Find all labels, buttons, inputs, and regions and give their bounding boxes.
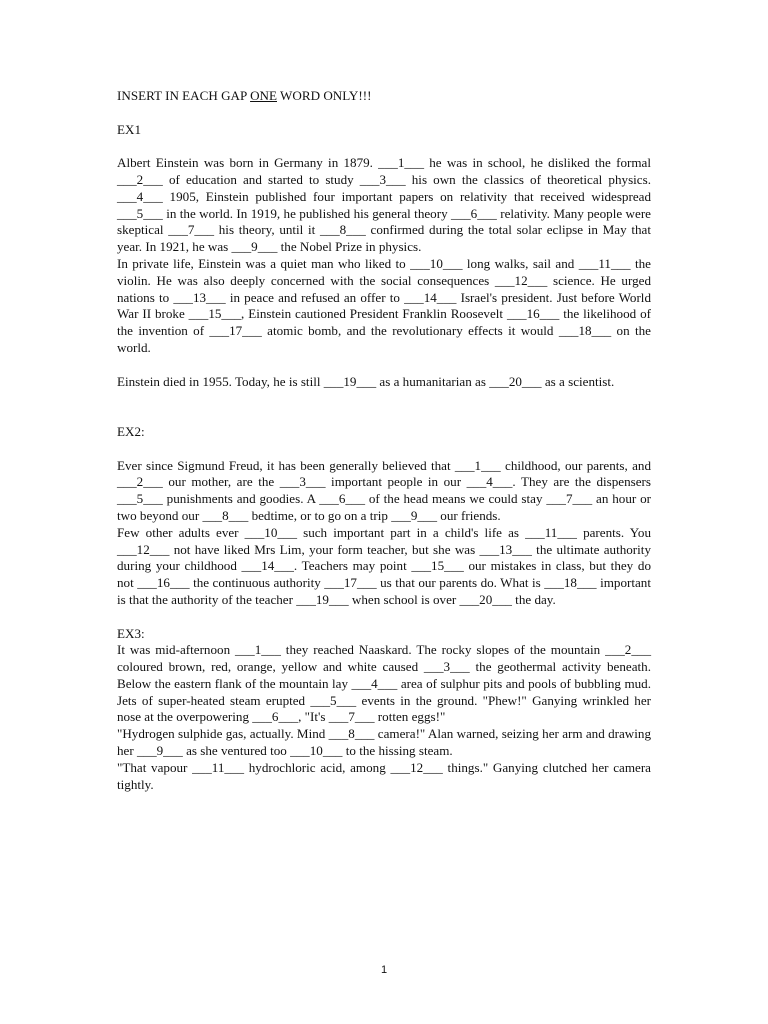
instruction-heading	[117, 88, 651, 105]
ex3-paragraph-2: "Hydrogen sulphide gas, actually. Mind ___8___ camera!" Alan warned, seizing her arm and drawing her ___9___ as she ventured too ___10___ to the hissing steam.	[117, 726, 651, 759]
ex2-paragraph-2: Few other adults ever ___10___ such important part in a child's life as ___11___ parents. You ___12___ not have liked Mrs Lim, your form teacher, but she was ___13___ the ultimate authority during your childhood ___14___. Teachers may point ___15___ our mistakes in class, but they do not ___16___ the continuous authority ___17___ us that our parents do. What is ___18___ important is that the authority of the teacher ___19___ when school is over ___20___ the day.	[117, 524, 651, 607]
instruction-text-after: WORD ONLY!!!	[277, 88, 372, 103]
ex3-paragraph-3: "That vapour ___11___ hydrochloric acid, among ___12___ things." Ganying clutched her camera tightly.	[117, 759, 651, 792]
ex1-paragraph-3: Einstein died in 1955. Today, he is still ___19___ as a humanitarian as ___20___ as a scientist.	[117, 373, 615, 389]
document-page	[117, 88, 651, 793]
instruction-emphasis: ONE	[250, 88, 277, 103]
ex1-paragraph-2: In private life, Einstein was a quiet man who liked to ___10___ long walks, sail and ___11___ the violin. He was also deeply concerned with the social consequences ___12___ science. He urged nations to ___13___ in peace and refused an offer to ___14___ Israel's president. Just before World War II broke ___15___, Einstein cautioned President Franklin Roosevelt ___16___ the likelihood of the invention of ___17___ atomic bomb, and the revolutionary effects it would ___18___ on the world.	[117, 255, 651, 355]
ex3-paragraph-1: It was mid-afternoon ___1___ they reached Naaskard. The rocky slopes of the mountain ___2___ coloured brown, red, orange, yellow and white caused ___3___ the geothermal activity beneath. Below the eastern flank of the mountain lay ___4___ area of sulphur pits and pools of bubbling mud. Jets of super-heated steam erupted ___5___ events in the ground. "Phew!" Ganying wrinkled her nose at the overpowering ___6___, "It's ___7___ rotten eggs!"	[117, 642, 651, 725]
ex1-paragraph-1: Albert Einstein was born in Germany in 1879. ___1___ he was in school, he disliked the formal ___2___ of education and started to study ___3___ his own the classics of theoretical physics. ___4___ 1905, Einstein published four important papers on relativity that received widespread ___5___ in the world. In 1919, he published his general theory ___6___ relativity. Many people were skeptical ___7___ his theory, until it ___8___ confirmed during the total solar eclipse in May that year. In 1921, he was ___9___ the Nobel Prize in physics.	[117, 155, 651, 255]
ex3-label: EX3:	[117, 625, 145, 641]
ex2-label: EX2:	[117, 423, 145, 439]
ex2-paragraph-1: Ever since Sigmund Freud, it has been generally believed that ___1___ childhood, our parents, and ___2___ our mother, are the ___3___ important people in our ___4___. They are the dispensers ___5___ punishments and goodies. A ___6___ of the head means we could stay ___7___ an hour or two beyond our ___8___ bedtime, or to go on a trip ___9___ our friends.	[117, 457, 651, 523]
instruction-text-before: INSERT IN EACH GAP	[117, 88, 251, 103]
page-number: 1	[380, 964, 388, 976]
section-spacer	[117, 390, 651, 424]
ex1-label: EX1	[117, 121, 142, 137]
